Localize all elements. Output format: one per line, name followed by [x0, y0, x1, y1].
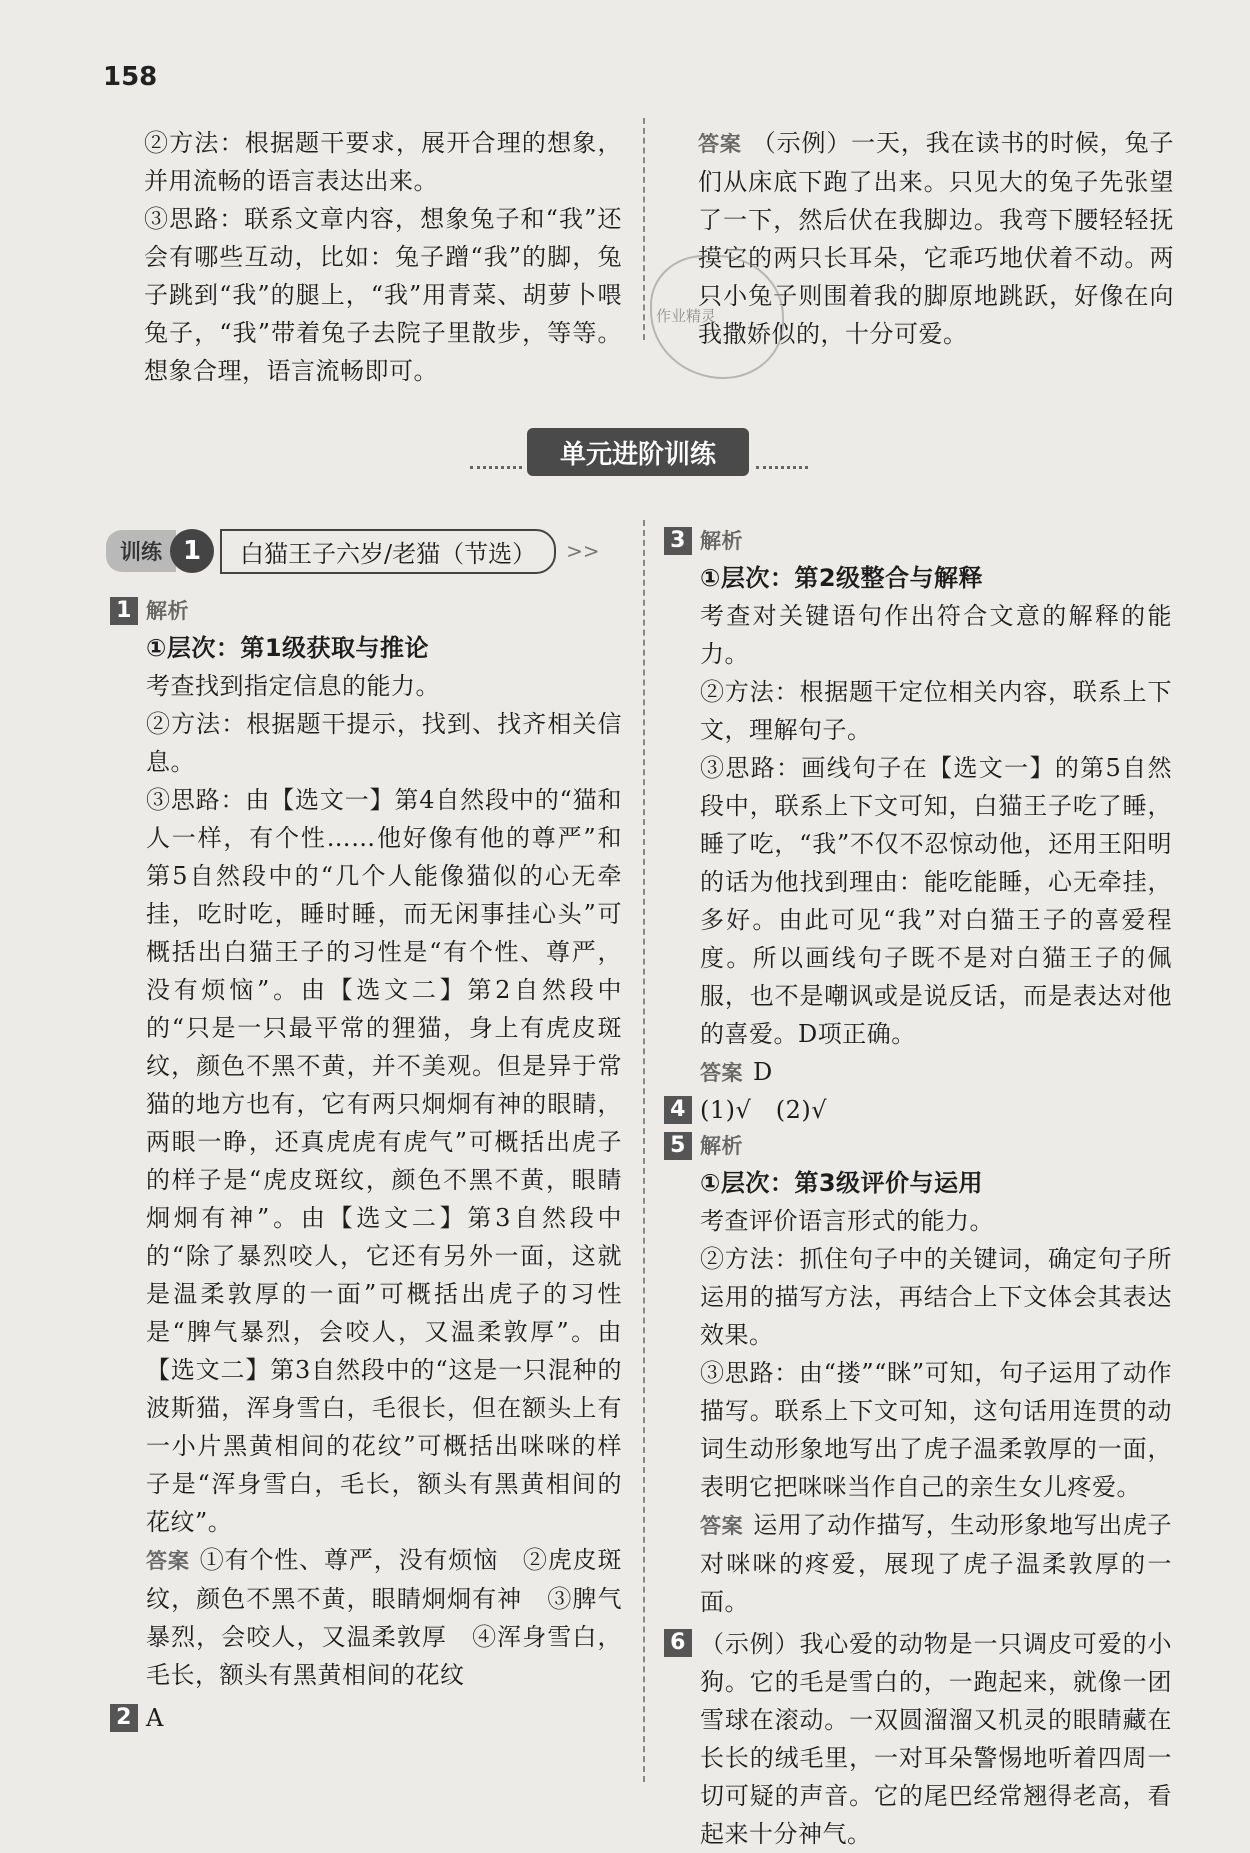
answer-label: 答案: [700, 1514, 744, 1538]
analysis-label: 解析: [700, 1134, 743, 1158]
answer-text: (1)√ (2)√: [700, 1096, 828, 1124]
answer-label: 答案: [700, 1061, 743, 1085]
answer-text: D: [753, 1058, 773, 1086]
page-number: 158: [103, 62, 158, 92]
stamp-watermark: [650, 255, 784, 379]
right-column: [664, 523, 1172, 1853]
question-number: 5: [664, 1132, 692, 1160]
answer-text: （示例）我心爱的动物是一只调皮可爱的小狗。它的毛是雪白的，一跑起来，就像一团雪球在滚动。一双圆溜溜又机灵的眼睛藏在长长的绒毛里，一对耳朵警惕地听着四周一切可疑的声音。它的尾巴经常翘得老高，看起来十分神气。: [700, 1630, 1172, 1848]
question-6: [664, 1625, 1172, 1853]
chevron-right-icon: >>: [566, 539, 600, 563]
answer-label: 答案: [698, 132, 742, 156]
method-text: ②方法：根据题干提示，找到、找齐相关信息。: [146, 710, 622, 776]
banner-dots-left: [470, 466, 522, 469]
column-divider-top: [643, 118, 645, 340]
answer-text: （示例）一天，我在读书的时候，兔子们从床底下跑了出来。只见大的兔子先张望了一下，然后伏在我脚边。我弯下腰轻轻抚摸它的两只长耳朵，它乖巧地伏着不动。两只小兔子则围着我的脚原地跳跃，好像在向我撒娇似的，十分可爱。: [698, 129, 1175, 348]
level-text: ①层次：第1级获取与推论: [146, 634, 430, 662]
section-banner: 单元进阶训练: [527, 428, 749, 476]
training-header: [106, 528, 600, 574]
question-5-head: [664, 1128, 1172, 1164]
column-divider-bottom: [643, 520, 645, 1782]
thinking-text: ③思路：画线句子在【选文一】的第5自然段中，联系上下文可知，白猫王子吃了睡，睡了吃，“我”不仅不忍惊动他，还用王阳明的话为他找到理由：能吃能睡，心无牵挂，多好。由此可见“我”对白猫王子的喜爱程度。所以画线句子既不是对白猫王子的佩服，也不是嘲讽或是说反话，而是表达对他的喜爱。D项正确。: [700, 754, 1172, 1048]
left-column: [110, 593, 622, 1736]
method-text: ②方法：根据题干要求，展开合理的想象，并用流畅的语言表达出来。: [144, 129, 622, 195]
thinking-text: ③思路：由【选文一】第4自然段中的“猫和人一样，有个性……他好像有他的尊严”和第5自然段中的“几个人能像猫似的心无牵挂，吃时吃，睡时睡，而无闲事挂心头”可概括出白猫王子的习性是“有个性、尊严，没有烦恼”。由【选文二】第2自然段中的“只是一只最平常的狸猫，身上有虎皮斑纹，颜色不黑不黄，并不美观。但是异于常猫的地方也有，它有两只炯炯有神的眼睛，两眼一睁，还真虎虎有虎气”可概括出虎子的样子是“虎皮斑纹，颜色不黑不黄，眼睛炯炯有神”。由【选文二】第3自然段中的“除了暴烈咬人，它还有另外一面，这就是温柔敦厚的一面”可概括出虎子的习性是“脾气暴烈，会咬人，又温柔敦厚”。由【选文二】第3自然段中的“这是一只混种的波斯猫，浑身雪白，毛很长，但在额头上有一小片黑黄相间的花纹”可概括出咪咪的样子是“浑身雪白，毛长，额头有黑黄相间的花纹”。: [146, 786, 622, 1536]
question-number: 2: [110, 1704, 138, 1732]
level-desc: 考查找到指定信息的能力。: [146, 672, 440, 700]
question-number: 1: [110, 597, 138, 625]
question-3-head: [664, 523, 1172, 559]
level-desc: 考查对关键语句作出符合文意的解释的能力。: [700, 602, 1172, 668]
question-4-head: [664, 1092, 1172, 1128]
question-number: 6: [664, 1629, 692, 1657]
level-text: ①层次：第3级评价与运用: [700, 1169, 984, 1197]
thinking-text: ③思路：联系文章内容，想象兔子和“我”还会有哪些互动，比如：兔子蹭“我”的脚，兔子跳到“我”的腿上，“我”用青菜、胡萝卜喂兔子，“我”带着兔子去院子里散步，等等。想象合理，语言流畅即可。: [144, 205, 622, 385]
training-title: 白猫王子六岁/老猫（节选）: [220, 529, 556, 574]
stamp-text: 作业精灵: [656, 307, 717, 325]
method-text: ②方法：抓住句子中的关键词，确定句子所运用的描写方法，再结合上下文体会其表达效果。: [700, 1245, 1172, 1349]
training-tag: 训练: [106, 530, 176, 572]
question-2-head: [110, 1700, 622, 1736]
question-1-head: [110, 593, 622, 629]
answer-text: A: [146, 1704, 164, 1732]
question-number: 3: [664, 527, 692, 555]
top-left-column: [144, 124, 622, 390]
method-text: ②方法：根据题干定位相关内容，联系上下文，理解句子。: [700, 678, 1172, 744]
banner-dots-right: [756, 466, 808, 469]
analysis-label: 解析: [146, 599, 189, 623]
answer-label: 答案: [146, 1549, 190, 1573]
training-number: 1: [170, 529, 214, 573]
answer-text: 运用了动作描写，生动形象地写出虎子对咪咪的疼爱，展现了虎子温柔敦厚的一面。: [700, 1511, 1173, 1616]
level-desc: 考查评价语言形式的能力。: [700, 1207, 994, 1235]
answer-text: ①有个性、尊严，没有烦恼 ②虎皮斑纹，颜色不黑不黄，眼睛炯炯有神 ③脾气暴烈，会咬人，又温柔敦厚 ④浑身雪白，毛长，额头有黑黄相间的花纹: [146, 1546, 623, 1689]
level-text: ①层次：第2级整合与解释: [700, 564, 984, 592]
analysis-label: 解析: [700, 529, 743, 553]
question-number: 4: [664, 1096, 692, 1124]
thinking-text: ③思路：由“搂”“眯”可知，句子运用了动作描写。联系上下文可知，这句话用连贯的动词生动形象地写出了虎子温柔敦厚的一面，表明它把咪咪当作自己的亲生女儿疼爱。: [700, 1359, 1172, 1501]
